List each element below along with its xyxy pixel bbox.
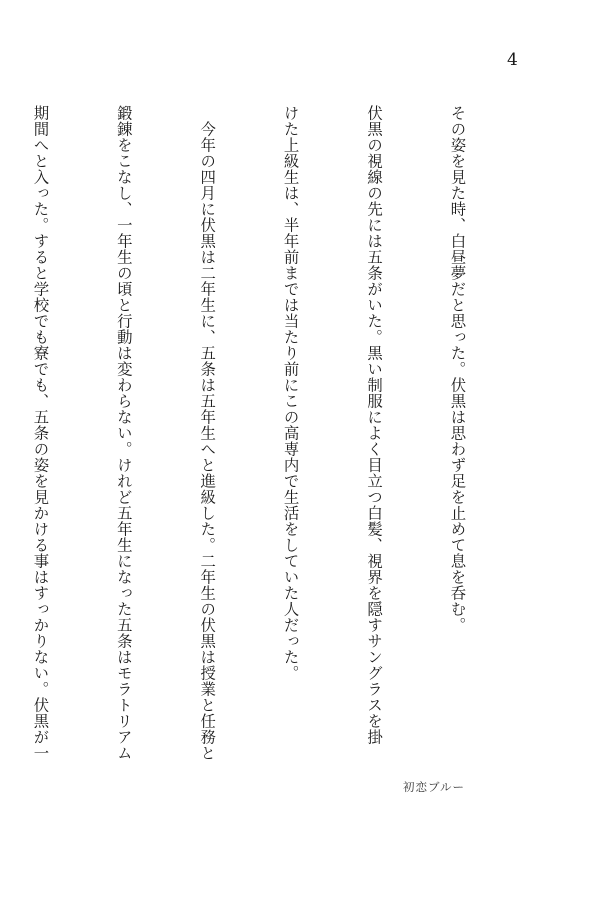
body-text	[31, 105, 526, 785]
text-line: 今年の四月に伏黒は二年生に、五条は五年生へと進級した。二年生の伏黒は授業と任務と	[198, 105, 217, 761]
running-footer-title: 初恋ブルー	[403, 780, 466, 794]
text-line: 期間へと入った。すると学校でも寮でも、五条の姿を見かける事はすっかりない。伏黒が一	[31, 105, 50, 761]
text-line: 伏黒の視線の先には五条がいた。黒い制服によく目立つ白髪、視界を隠すサングラスを掛	[365, 105, 384, 745]
page-number: 4	[507, 50, 518, 70]
text-line: その姿を見た時、白昼夢だと思った。伏黒は思わず足を止めて息を呑む。	[448, 105, 467, 633]
text-line: 鍛錬をこなし、一年生の頃と行動は変わらない。けれど五年生になった五条はモラトリアム	[114, 105, 133, 761]
text-line: けた上級生は、半年前までは当たり前にこの高専内で生活をしていた人だった。	[281, 105, 300, 681]
